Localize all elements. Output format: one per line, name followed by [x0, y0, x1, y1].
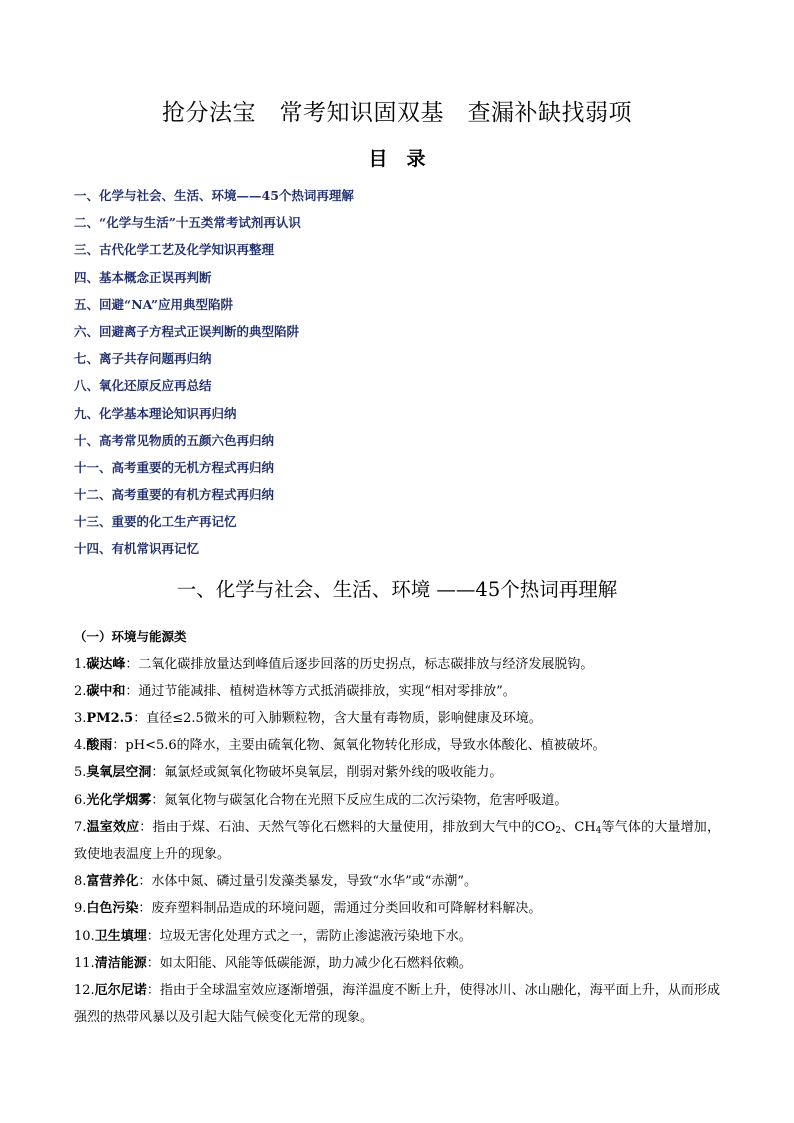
entry-term: 清洁能源 [94, 955, 147, 971]
entry-list [0, 651, 794, 1032]
toc-item-14[interactable] [74, 535, 794, 562]
table-of-contents [0, 182, 794, 563]
toc-link[interactable]: 一、化学与社会、生活、环境——45个热词再理解 [74, 188, 354, 203]
toc-link[interactable]: 五、回避“NA”应用典型陷阱 [74, 296, 234, 312]
toc-item-1[interactable] [74, 182, 794, 209]
toc-link[interactable]: 十三、重要的化工生产再记忆 [74, 514, 237, 530]
entry-term: 卫生填埋 [94, 928, 147, 944]
toc-item-3[interactable] [74, 236, 794, 263]
toc-link[interactable]: 六、回避离子方程式正误判断的典型陷阱 [74, 323, 300, 339]
toc-link[interactable]: 三、古代化学工艺及化学知识再整理 [74, 242, 275, 258]
list-item [74, 950, 720, 977]
entry-term: PM2.5 [86, 711, 134, 727]
list-item [74, 895, 720, 922]
entry-text: ：pH<5.6的降水，主要由硫氧化物、氮氧化物转化形成，导致水体酸化、植被破坏。 [112, 738, 606, 754]
entry-text: 等气体的大量增加，致使地表温度上升的现象。 [74, 819, 720, 863]
entry-text: ：指由于煤、石油、天然气等化石燃料的大量使用，排放到大气中的CO [139, 819, 556, 835]
entry-number: 5. [74, 765, 87, 781]
toc-item-7[interactable] [74, 345, 794, 372]
subscript: 4 [595, 825, 602, 836]
entry-text: ：水体中氮、磷过量引发藻类暴发，导致“水华”或“赤潮”。 [138, 874, 478, 890]
entry-text: ：如太阳能、风能等低碳能源，助力减少化石燃料依赖。 [146, 955, 472, 971]
list-item [74, 678, 720, 705]
entry-number: 10. [74, 928, 95, 944]
section-title: 一、化学与社会、生活、环境 ——45个热词再理解 [176, 577, 618, 601]
toc-item-8[interactable] [74, 372, 794, 399]
toc-link[interactable]: 十四、有机常识再记忆 [74, 541, 200, 557]
entry-number: 1. [74, 656, 87, 672]
list-item [74, 868, 720, 895]
list-item [74, 732, 720, 759]
toc-item-4[interactable] [74, 264, 794, 291]
list-item [74, 651, 720, 678]
toc-item-11[interactable] [74, 454, 794, 481]
list-item [74, 923, 720, 950]
toc-item-9[interactable] [74, 400, 794, 427]
entry-term: 碳达峰 [86, 656, 126, 672]
entry-text: ：垃圾无害化处理方式之一，需防止渗滤液污染地下水。 [146, 928, 472, 944]
entry-number: 12. [74, 983, 95, 999]
entry-term: 厄尔尼诺 [94, 983, 147, 999]
entry-number: 2. [74, 683, 87, 699]
document-title: 抢分法宝 常考知识固双基 查漏补缺找弱项 [162, 100, 632, 126]
toc-link[interactable]: 十、高考常见物质的五颜六色再归纳 [74, 432, 275, 448]
entry-term: 酸雨 [86, 738, 113, 754]
entry-term: 白色污染 [86, 901, 139, 917]
toc-item-5[interactable] [74, 291, 794, 318]
entry-text: ：二氧化碳排放量达到峰值后逐步回落的历史拐点，标志碳排放与经济发展脱钩。 [125, 656, 594, 672]
entry-text: 、CH [560, 819, 596, 835]
toc-link[interactable]: 九、化学基本理论知识再归纳 [74, 405, 237, 421]
toc-link[interactable]: 十一、高考重要的无机方程式再归纳 [74, 459, 275, 475]
toc-link[interactable]: 四、基本概念正误再判断 [74, 269, 212, 285]
toc-item-13[interactable] [74, 508, 794, 535]
entry-number: 6. [74, 792, 87, 808]
entry-term: 温室效应 [86, 819, 140, 835]
entry-number: 8. [74, 874, 87, 890]
entry-text: ：氮氧化物与碳氢化合物在光照下反应生成的二次污染物，危害呼吸道。 [151, 792, 568, 808]
entry-text: ：直径≤2.5微米的可入肺颗粒物，含大量有毒物质，影响健康及环境。 [133, 711, 542, 727]
list-item [74, 787, 720, 814]
toc-link[interactable]: 十二、高考重要的有机方程式再归纳 [74, 487, 275, 503]
list-item [74, 977, 720, 1031]
entry-term: 光化学烟雾 [86, 792, 152, 808]
entry-term: 臭氧层空洞 [86, 765, 152, 781]
entry-text: ：通过节能减排、植树造林等方式抵消碳排放，实现“相对零排放”。 [125, 683, 516, 699]
toc-link[interactable]: 八、氧化还原反应再总结 [74, 378, 212, 394]
entry-text: ：氟氯烃或氮氧化物破坏臭氧层，削弱对紫外线的吸收能力。 [151, 765, 503, 781]
entry-number: 9. [74, 901, 87, 917]
entry-number: 4. [74, 738, 87, 754]
toc-item-10[interactable] [74, 427, 794, 454]
entry-term: 碳中和 [86, 683, 126, 699]
toc-item-12[interactable] [74, 481, 794, 508]
toc-link[interactable]: 七、离子共存问题再归纳 [74, 351, 212, 367]
toc-link[interactable]: 二、“化学与生活”十五类常考试剂再认识 [74, 215, 301, 231]
entry-number: 11. [74, 955, 95, 971]
entry-text: ：废弃塑料制品造成的环境问题，需通过分类回收和可降解材料解决。 [138, 901, 542, 917]
toc-item-2[interactable] [74, 209, 794, 236]
entry-number: 7. [74, 819, 87, 835]
subscript: 2 [555, 825, 561, 836]
entry-term: 富营养化 [86, 874, 139, 890]
subsection-title: （一）环境与能源类 [74, 628, 187, 644]
list-item [74, 814, 720, 868]
entry-number: 3. [74, 711, 87, 727]
toc-heading: 目 录 [368, 148, 426, 170]
list-item [74, 759, 720, 786]
toc-item-6[interactable] [74, 318, 794, 345]
list-item [74, 705, 720, 732]
entry-text: ：指由于全球温室效应逐渐增强，海洋温度不断上升，使得冰川、冰山融化，海平面上升，从而形成强烈的热带风暴以及引起大陆气候变化无常的现象。 [74, 983, 720, 1026]
